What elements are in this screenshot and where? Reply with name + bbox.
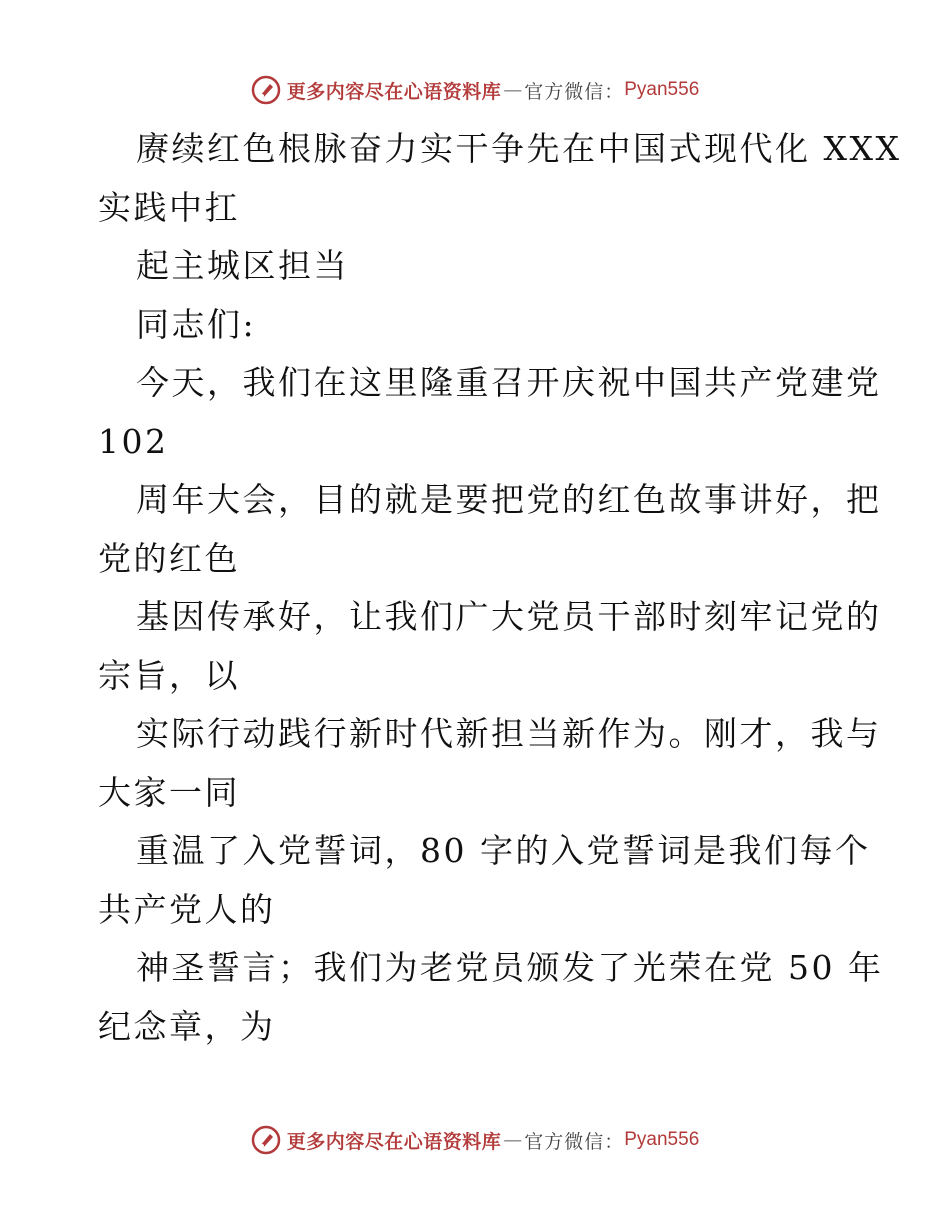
document-line: 宗旨，以 — [98, 655, 240, 695]
document-line: 102 — [98, 421, 169, 461]
watermark-main-text: 更多内容尽在心语资料库 — [286, 1130, 502, 1153]
document-line: 实践中扛 — [98, 187, 240, 227]
watermark-wechat-id: Pyan556 — [624, 1129, 700, 1150]
watermark-dash: — — [503, 1129, 523, 1151]
document-line: 同志们: — [136, 304, 257, 344]
document-line: 今天，我们在这里隆重召开庆祝中国共产党建党 — [136, 363, 882, 402]
watermark-wechat-id: Pyan556 — [624, 79, 700, 100]
pen-nib-logo-icon — [251, 75, 281, 105]
document-line: 共产党人的 — [98, 889, 276, 929]
document-line: 基因传承好，让我们广大党员干部时刻牢记党的 — [136, 597, 882, 636]
document-line: 大家一同 — [98, 772, 240, 812]
footer-watermark — [0, 1120, 950, 1160]
document-line: 实际行动践行新时代新担当新作为。刚才，我与 — [136, 714, 882, 753]
watermark-dash: — — [503, 79, 523, 101]
document-line: 起主城区担当 — [136, 246, 349, 285]
document-line: 重温了入党誓词，80 字的入党誓词是我们每个 — [136, 831, 871, 870]
document-line: 纪念章，为 — [98, 1006, 276, 1046]
watermark-wechat-label: 官方微信： — [524, 80, 625, 103]
document-line: 赓续红色根脉奋力实干争先在中国式现代化 XXX — [136, 129, 902, 168]
document-line: 神圣誓言；我们为老党员颁发了光荣在党 50 年 — [136, 948, 884, 987]
watermark-main-text: 更多内容尽在心语资料库 — [286, 80, 502, 103]
document-line: 党的红色 — [98, 538, 240, 578]
document-line: 周年大会，目的就是要把党的红色故事讲好，把 — [136, 480, 882, 519]
header-watermark — [0, 70, 950, 110]
pen-nib-logo-icon — [251, 1125, 281, 1155]
document-body — [98, 120, 902, 1056]
watermark-wechat-label: 官方微信： — [524, 1130, 625, 1153]
